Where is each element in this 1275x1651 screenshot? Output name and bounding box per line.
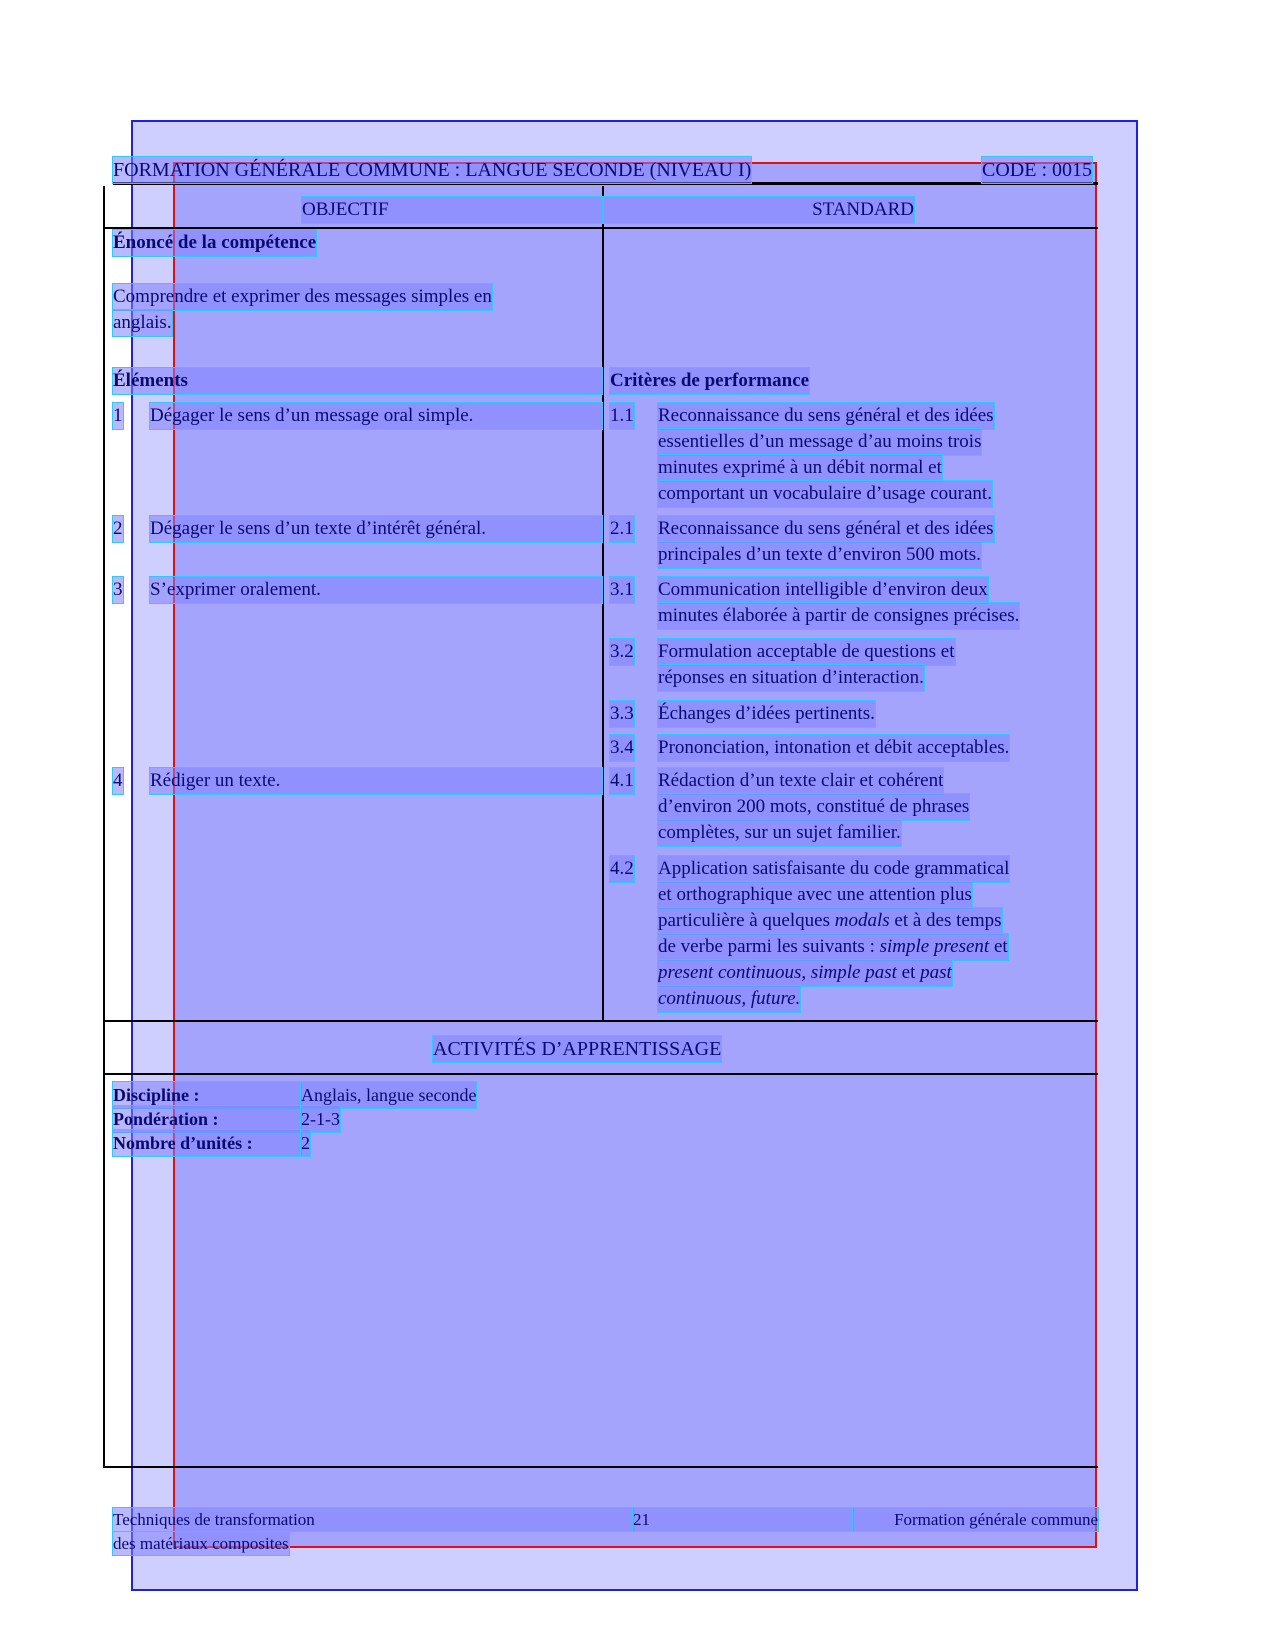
footer-page-number: 21 (633, 1508, 853, 1531)
criterion-line: de verbe parmi les suivants : simple present et (658, 934, 1008, 960)
criterion-line: particulière à quelques modals et à des temps (658, 908, 1002, 934)
ponderation-value: 2-1-3 (301, 1106, 340, 1132)
unites-value: 2 (301, 1130, 310, 1156)
column-header-standard: STANDARD (604, 197, 914, 223)
column-divider (602, 186, 604, 1022)
divider-columns (103, 227, 1098, 229)
competence-heading: Énoncé de la compétence (113, 230, 316, 256)
page-header (113, 157, 1098, 185)
criteres-heading: Critères de performance (610, 368, 809, 394)
footer-right: Formation générale commune (853, 1508, 1098, 1531)
discipline-value: Anglais, langue seconde (301, 1082, 476, 1108)
footer-left-line2: des matériaux composites (113, 1534, 289, 1553)
divider-table-bottom (103, 1466, 1098, 1468)
criterion-line: present continuous, simple past et past (658, 960, 952, 986)
divider-activities-bottom (103, 1073, 1098, 1075)
table-left-border (103, 186, 105, 1468)
divider-activities-top (103, 1020, 1098, 1022)
header-code: CODE : 0015 (982, 159, 1092, 181)
competence-line2: anglais. (113, 310, 172, 336)
elements-heading: Éléments (113, 368, 602, 394)
ponderation-label: Pondération : (113, 1106, 301, 1132)
activites-heading: ACTIVITÉS D’APPRENTISSAGE (433, 1038, 722, 1060)
column-header-objectif: OBJECTIF (302, 197, 602, 223)
unites-label: Nombre d’unités : (113, 1130, 301, 1156)
competence-line1: Comprendre et exprimer des messages simples en (113, 284, 492, 310)
discipline-label: Discipline : (113, 1082, 301, 1108)
footer-left-line1: Techniques de transformation (113, 1508, 633, 1531)
header-title: FORMATION GÉNÉRALE COMMUNE : LANGUE SECONDE (NIVEAU I) (113, 159, 752, 181)
